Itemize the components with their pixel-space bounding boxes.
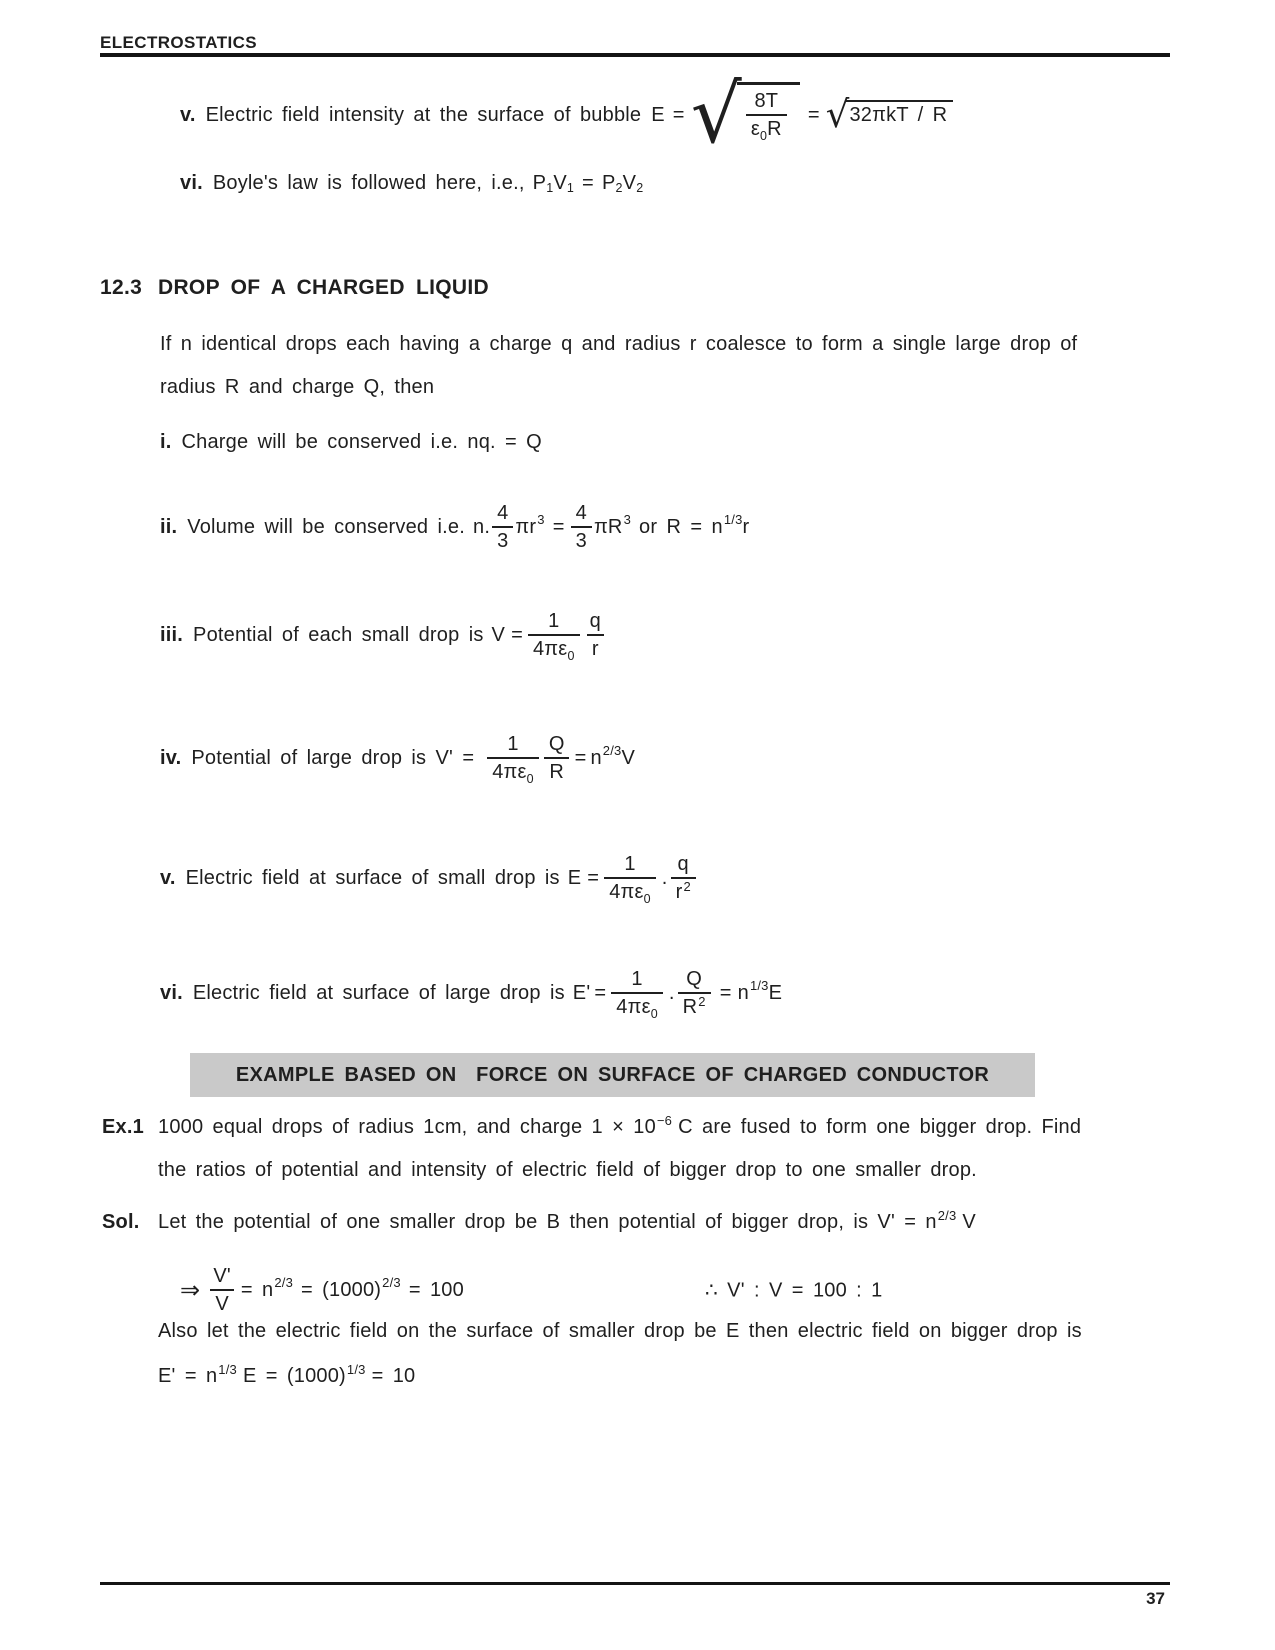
header-rule <box>100 53 1170 57</box>
equals-sign: = <box>807 103 820 126</box>
fraction <box>208 1265 236 1316</box>
example-text: C are fused to form one bigger drop. Find <box>678 1116 1082 1138</box>
fraction-numerator: Q <box>686 967 703 990</box>
multiplication-dot: . <box>668 981 675 1004</box>
item-vi-boyle: vi. Boyle's law is followed here, i.e., P 1 V 1 = P 2 V 2 <box>180 171 644 195</box>
section-number: 12.3 <box>100 276 143 299</box>
r-symbol: r <box>675 881 683 903</box>
page-number: 37 <box>1146 1589 1165 1608</box>
item-i <box>160 431 542 454</box>
fraction-numerator: 1 <box>507 732 519 755</box>
epsilon: ε <box>750 118 760 141</box>
fraction <box>571 502 592 553</box>
item-text: Electric field at surface of small drop is <box>185 866 560 889</box>
radicand: 32πkT / R <box>846 100 953 127</box>
page-header-title: ELECTROSTATICS <box>100 33 258 52</box>
fraction-denominator <box>611 992 663 1021</box>
V-symbol: V <box>962 1211 976 1233</box>
fraction <box>746 90 787 144</box>
item-text: Charge will be conserved i.e. nq. = Q <box>181 431 542 453</box>
solution-line-1: Sol. Let the potential of one smaller drop be B then potential of bigger drop, is V' = n 2/3 V <box>102 1207 976 1233</box>
superscript: 2 <box>683 879 691 894</box>
equation-lhs: V <box>491 623 506 646</box>
symbol-V1: V <box>553 171 567 194</box>
item-v-bubble <box>180 68 953 161</box>
four-pi-epsilon: 4πε <box>492 761 527 783</box>
footer-rule <box>100 1582 1170 1585</box>
item-label: ii. <box>160 515 178 538</box>
fraction <box>544 733 570 784</box>
pi-R-term: πR <box>593 515 623 538</box>
symbol-P1: P <box>532 171 547 194</box>
item-label: v. <box>180 103 196 126</box>
fraction <box>585 610 606 661</box>
n-symbol: n <box>737 981 749 1004</box>
square-root <box>825 93 954 136</box>
intro-line-2: radius R and charge Q, then <box>160 376 435 398</box>
subscript: 0 <box>567 649 575 663</box>
subscript: 0 <box>643 892 651 906</box>
implies-arrow-icon: ⇒ <box>180 1276 201 1304</box>
example-banner-title: EXAMPLE BASED ON FORCE ON SURFACE OF CHARGED CONDUCTOR <box>235 1063 990 1086</box>
subscript: 0 <box>526 772 534 786</box>
item-label: i. <box>160 431 172 453</box>
fraction-denominator: R <box>544 757 569 783</box>
fraction-denominator <box>528 634 580 663</box>
fraction <box>487 733 539 784</box>
item-text: Electric field intensity at the surface of bubble <box>205 103 642 126</box>
solution-label: Sol. <box>102 1211 140 1233</box>
fraction-numerator: 4 <box>497 501 509 524</box>
equals-sign: = <box>719 981 732 1004</box>
superscript: 2 <box>698 994 706 1009</box>
item-iv: iv. Potential of large drop is V' = $\frac{1}{4\pi\varepsilon_0}$ $\frac{Q}{R}$ = n 2/3 V <box>160 732 636 786</box>
solution-line-4: E' = n 1/3 E = (1000) 1/3 = 10 <box>158 1361 416 1387</box>
subscript: 0 <box>760 129 768 144</box>
r-symbol: r <box>742 515 750 538</box>
item-iii <box>160 605 611 665</box>
fraction-numerator: 1 <box>631 967 643 990</box>
fraction <box>678 968 711 1019</box>
equation-term: = 10 <box>371 1365 416 1387</box>
example-1-line-1: Ex.1 1000 equal drops of radius 1cm, and charge 1 × 10 −6 C are fused to form one bigger drop. Find <box>102 1112 1082 1138</box>
fraction-denominator <box>487 757 539 786</box>
item-label: iv. <box>160 746 182 769</box>
equation-term: E' = n <box>158 1365 218 1387</box>
conclusion-text: ∴ V' : V = 100 : 1 <box>705 1279 883 1302</box>
equation-term: = (1000) <box>301 1278 382 1301</box>
item-label: v. <box>160 866 176 889</box>
fraction-numerator: 4 <box>575 501 587 524</box>
example-1-line-2: the ratios of potential and intensity of electric field of bigger drop to one smaller drop. <box>158 1159 977 1181</box>
item-text: Boyle's law is followed here, i.e., <box>212 171 525 194</box>
item-vi: vi. Electric field at surface of large drop is E' = $\frac{1}{4\pi\varepsilon_0}$ . $\frac{Q}{R^2}$ = n 1/3 E <box>160 967 783 1021</box>
subscript: 0 <box>650 1007 658 1021</box>
item-ii: ii. Volume will be conserved i.e. n. $\frac{4}{3}$ πr 3 = $\frac{4}{3}$ πR 3 or R = n 1/3 r <box>160 501 750 552</box>
fraction-denominator: r <box>587 634 604 660</box>
item-text: Potential of each small drop is <box>193 623 484 646</box>
square-root <box>690 68 800 161</box>
fraction-numerator: q <box>677 852 689 875</box>
equals-sign: = <box>587 866 600 889</box>
fraction <box>604 853 656 904</box>
fraction-denominator: 3 <box>571 526 592 552</box>
item-text: Potential of large drop is V' = <box>191 746 475 769</box>
fraction-numerator: q <box>589 609 601 632</box>
fraction-denominator <box>671 877 696 903</box>
solution-line-3: Also let the electric field on the surface of smaller drop be E then electric field on bigger drop is <box>158 1320 1082 1342</box>
equals-sign: = <box>594 981 607 1004</box>
fraction-denominator: 3 <box>492 526 513 552</box>
equation-term: = 100 <box>408 1278 464 1301</box>
fraction-numerator: Q <box>548 732 565 755</box>
equals-sign: = <box>672 103 685 126</box>
equation-lhs: E <box>567 866 582 889</box>
item-label: vi. <box>180 171 203 194</box>
equals-sign: = <box>574 746 587 769</box>
R-symbol: R <box>682 996 698 1018</box>
equals-sign: = <box>582 171 594 194</box>
pi-r-term: πr <box>515 515 537 538</box>
solution-equation-row: ⇒ $\frac{V'}{V}$ = n 2/3 = (1000) 2/3 = 100 ∴ V' : V = 100 : 1 <box>180 1264 883 1315</box>
symbol-V2: V <box>622 171 637 194</box>
fraction <box>611 968 663 1019</box>
four-pi-epsilon: 4πε <box>616 996 651 1018</box>
equation-term: E = (1000) <box>242 1365 346 1387</box>
item-text: Volume will be conserved i.e. <box>187 515 465 538</box>
fraction-numerator: V' <box>213 1264 231 1287</box>
fraction-denominator <box>604 877 656 906</box>
fraction <box>492 502 513 553</box>
fraction-numerator: 8T <box>754 90 779 112</box>
example-label: Ex.1 <box>102 1116 144 1138</box>
fraction-numerator: 1 <box>624 852 636 875</box>
fraction-denominator <box>678 992 711 1018</box>
equals-sign: = <box>511 623 523 646</box>
solution-text: Let the potential of one smaller drop be B then potential of bigger drop, is V' = n <box>158 1211 937 1233</box>
fraction <box>671 853 696 904</box>
example-banner <box>190 1053 1035 1097</box>
coefficient-n: n. <box>473 515 491 538</box>
fraction <box>528 610 580 661</box>
symbol-P2: P <box>601 171 616 194</box>
item-text: Electric field at surface of large drop is <box>192 981 565 1004</box>
item-label: vi. <box>160 981 183 1004</box>
item-v <box>160 848 701 908</box>
section-title: DROP OF A CHARGED LIQUID <box>158 276 489 299</box>
equals-sign: = <box>552 515 565 538</box>
multiplication-dot: . <box>661 866 668 889</box>
or-clause: or R = n <box>639 515 723 538</box>
V-symbol: V <box>621 746 636 769</box>
fraction-denominator: V <box>210 1289 234 1315</box>
fraction-denominator <box>746 114 787 144</box>
n-symbol: n <box>590 746 602 769</box>
radical-icon: √ <box>825 93 850 136</box>
section-heading <box>100 276 489 300</box>
denominator-tail: R <box>767 118 782 141</box>
fraction-numerator: 1 <box>548 609 560 632</box>
radical-icon: √ <box>690 68 742 161</box>
example-text: 1000 equal drops of radius 1cm, and charge 1 × 10 <box>158 1116 656 1138</box>
equation-term: = n <box>240 1278 274 1301</box>
equation-lhs: E <box>651 103 665 126</box>
equation-lhs: E' <box>572 981 591 1004</box>
four-pi-epsilon: 4πε <box>532 638 568 660</box>
intro-line-1: If n identical drops each having a charge q and radius r coalesce to form a single large drop of <box>160 333 1078 355</box>
item-label: iii. <box>160 623 184 646</box>
four-pi-epsilon: 4πε <box>609 881 644 903</box>
E-symbol: E <box>768 981 783 1004</box>
